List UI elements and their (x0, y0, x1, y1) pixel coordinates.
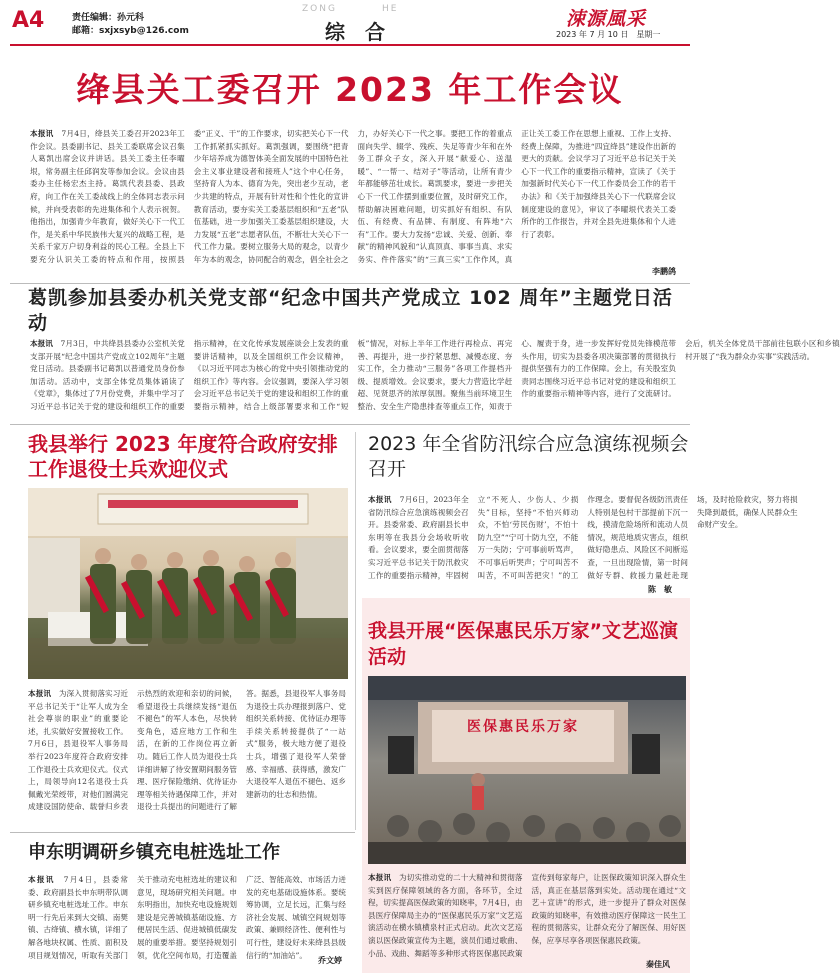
stage-photo (368, 676, 686, 864)
article-4-title: 2023 年全省防汛综合应急演练视频会召开 (368, 433, 689, 480)
article-5-byline: 本报讯 (368, 873, 392, 882)
article-3-title: 我县举行 2023 年度符合政府安排工作退役士兵欢迎仪式 (28, 432, 338, 481)
article-2-byline: 本报讯 (30, 339, 53, 348)
column-divider (355, 432, 356, 830)
email-line: 邮箱：sxjxsyb@126.com (72, 26, 189, 36)
article-6-author: 乔文婷 (318, 956, 342, 965)
stage-banner: 医保惠民乐万家 (467, 719, 579, 735)
page-number: A4 (12, 8, 45, 33)
editor-line: 责任编辑：孙元科 (72, 13, 145, 23)
soldiers-photo (28, 488, 348, 679)
article-4-author: 陈 敏 (648, 585, 672, 594)
soldiers-illustration (28, 488, 348, 679)
article-1-text: 7月4日，绛县关工委召开2023年工作会议。县委副书记、县关工委联席会议召集人葛凯出席会议并讲话。县关工委主任李曜垠，常务副主任邱润发等参加会议。会议由县委办主任杨宏杰主持。葛凯代表县委、县政府，向工作在关工委战线上的全体同志表示问候，并向受表彰的先进集体和个人表示祝贺。他指出，加强青少年教育，做好关心下一代工作，是关系中华民族伟大复兴的战略工程，是关系千家万户切身利益的民心工程。全县上下要充分认识关工委的特点和作用，按照县委“正义、干”的工作要求，切实把关心下一代工作抓紧抓实抓好。葛凯强调，要围绕“把青少年培养成为德智体美全面发展的中国特色社会主义事业建设者和接班人”这个中心任务，坚持育人为本、德育为先，突出老少互动，老少共建的特点，开展有针对性和个性化的宣讲教育活动，要夯实关工委基层组织和“五老”队伍基础，进一步加强关工委基层组织建设，大力发展“五老”志愿者队伍，不断壮大关心下一代工作力量。要树立服务大局的观念，以青少年为本的观念，协同配合的观念，倡全社会之力，办好关心下一代之事。要把工作的着重点面向失学、辍学、残疾、失足等青少年和在外务工群众子女，深入开展“献爱心、送温暖”、“一帮一、结对子”等活动，让所有青少年都能够茁壮成长。葛凯要求，要进一步把关心下一代工作摆到重要位置，及时研究工作，帮助解决困难问题，切实抓好有组织、有队伍、有经费、有品牌、有制度、有阵地“六有”工作。要大力发扬“忠诚、关爱、创新、奉献”的精神风貌和“认真顶真、事事当真、求实务实、件件落实”的“三真三实”工作作风，真正让关工委工作在思想上重视、工作上支持、经费上保障，为推进“四宜绛县”建设作出新的更大的贡献。会议学习了习近平总书记关于关心下一代工作的重要指示精神，宣读了《关于加强新时代关心下一代工作委员会工作的若干办法》和《关于加强绛县关心下一代联席会议制度建设的意见》，审议了李曜垠代表关工委所作的工作报告，并对全县先进集体和个人进行了表彰。 (30, 129, 676, 264)
article-1-byline: 本报讯 (30, 129, 54, 138)
article-1-body (30, 128, 676, 278)
divider (10, 832, 355, 833)
article-5-author: 秦佳风 (646, 960, 670, 969)
article-4-text: 7月6日，2023年全省防汛综合应急演练视频会召开。县委常委、政府副县长申东明等在我县分会场收听收看。会议要求，要全面贯彻落实习近平总书记关于防汛救灾工作的重要指示精神，牢固树立“不死人、少伤人、少损失”目标，坚持“不怕兴师动众，不怕‘劳民伤财’，不怕十防九空”“宁可十防九空，不能万一失防；宁可事前听骂声，不可事后听哭声；宁可叫苦不叫苦，不可叫苦把灾！”的工作理念。要督促各级防汛责任人特别是包村干部提前下沉一线，摸清危险场所和流动人员情况，规范地质灾害点，组织做好隐患点、风险区不间断巡查，一旦出现险情，第一时间做好专群、救援力量赶赴现场，及时抢险救灾，努力将损失降到最低，确保人民群众生命财产安全。 (368, 495, 798, 580)
article-6-title: 申东明调研乡镇充电桩选址工作 (28, 842, 280, 863)
article-3-byline: 本报讯 (28, 689, 52, 698)
article-2-title: 葛凯参加县委办机关党支部“纪念中国共产党成立 102 周年”主题党日活动 (28, 287, 673, 334)
article-4-byline: 本报讯 (368, 495, 392, 504)
brand-logo: 涑源風采 (566, 8, 647, 30)
pinyin-right: HE (382, 4, 399, 14)
article-4-body (368, 494, 798, 592)
article-5-text: 为切实推动党的二十大精神和贯彻落实到医疗保障领域的各方面，各环节，全过程，切实提高医保政策的知晓率，7月4日，由县医疗保障局主办的“医保惠民乐万家”文艺巡演活动在横水镇横泉村正式启动。此次文艺巡演以医保政策宣传为主题，演员们通过歌曲、小品、戏曲、舞蹈等多种形式将医保惠民政策宣传到每家每户，让医保政策知识深入群众生活，真正在基层落到实处。活动现在通过“文艺＋宣讲”的形式，进一步提升了群众对医保政策的知晓率，有效推动医疗保障这一民生工程的贯彻落实，让群众充分了解医保、用好医保，应享尽享各项医保惠民政策。 (368, 873, 686, 958)
article-5-title: 我县开展“医保惠民乐万家”文艺巡演活动 (368, 620, 678, 668)
section-title: 综 合 (325, 20, 385, 44)
article-6-body (28, 874, 346, 964)
article-3-text: 为深入贯彻落实习近平总书记关于“让军人成为全社会尊崇的职业”的重要论述，扎实做好安置接收工作。7月6日，县退役军人事务局举行2023年度符合政府安排工作退役士兵欢迎仪式。仪式上，局领导向12名退役士兵佩戴光荣绶带，对他们圆满完成建设国防使命、载誉归乡表示热烈的欢迎和亲切的问候，希望退役士兵继续发扬“退伍不褪色”的军人本色，尽快转变角色，适应地方工作和生活，在新的工作岗位再立新功。随后工作人员为退役士兵详细讲解了待安置期间服务管理、医疗保险缴纳、优待证办理等相关待遇保障工作，并对退役士兵提出的问题进行了解答。据悉，县退役军人事务局为退役士兵办理报到落户、党组织关系转接、优待证办理等手续关系转接提供了“一站式”服务，极大地方便了退役士兵，增强了退役军人荣誉感、幸福感、获得感，激发广大退役军人退伍不褪色、返乡建新功的壮志和热情。 (28, 689, 346, 812)
issue-date: 2023 年 7 月 10 日 星期一 (556, 30, 661, 39)
article-6-byline: 本报讯 (28, 875, 55, 884)
article-2-text: 7月3日，中共绛县县委办公室机关党支部开展“纪念中国共产党成立102周年”主题党日活动。县委副书记葛凯以普通党员身份参加活动。活动中，支部全体党员集体诵读了《党章》，集体过了7月份党费，并集中学习了习近平总书记关于党的建设和组织工作的重要指示精神，在文化传承发展座谈会上发表的重要讲话精神，以及全国组织工作会议精神，《以习近平同志为核心的党中央引领推动党的组织工作》等内容。会议强调，要深入学习领会习近平总书记关于党的建设和组织工作的重要指示精神，结合上级部署要求和工作“短板”情况，对标上半年工作进行再检点、再完善、再提升，进一步拧紧思想、减慢态度、夯实工作，全力推动“三服务”各项工作提档升级、提质增效。会议要求，要大力营造比学赶超、见贤思齐的浓厚氛围。聚焦当前环境卫生整治、安全生产隐患排查等重点工作，知责于心、履责于身，进一步发挥好党员先锋模范带头作用，切实为县委各项决策部署的贯彻执行提供坚强有力的工作保障。会上，有关股室负责同志围绕习近平总书记对党的建设和组织工作的重要指示精神等内容，进行了交流研讨。会后，机关全体党员干部前往包联小区和乡镇村开展了“我为群众办实事”实践活动。 (30, 339, 840, 411)
article-1-author: 李鹏鸽 (652, 267, 676, 276)
pinyin-left: ZONG (302, 4, 337, 14)
article-2-body (30, 338, 840, 422)
masthead-rule (10, 44, 690, 46)
article-6-text: 7月4日，县委常委、政府副县长申东明带队调研乡镇充电桩选址工作。申东明一行先后来到大交镇、南樊镇、古绛镇、横水镇，详细了解各地块权属、性质、面积及项目规划情况，听取有关部门关于推动充电桩选址的建议和意见，现场研究相关问题。申东明指出，加快充电设施规划建设是完善城镇基础设施、方便居民生活、促进城镇低碳发展的重要举措。要坚持规划引领，优化空间布局，打造覆盖广泛、智能高效、市场活力迸发的充电基础设施体系。要统筹协调，立足长远，汇集与经济社会发展、城镇空间规划等政策、兼顾经济性、便利性与可行性，建设好未来绛县县级信行的“加油站”。 (28, 875, 346, 960)
article-5-body (368, 872, 686, 970)
article-3-body (28, 688, 346, 830)
article-1-title: 绛县关工委召开 2023 年工作会议 (76, 70, 624, 109)
divider (10, 283, 690, 284)
stage-illustration (368, 676, 686, 864)
divider (10, 424, 690, 425)
